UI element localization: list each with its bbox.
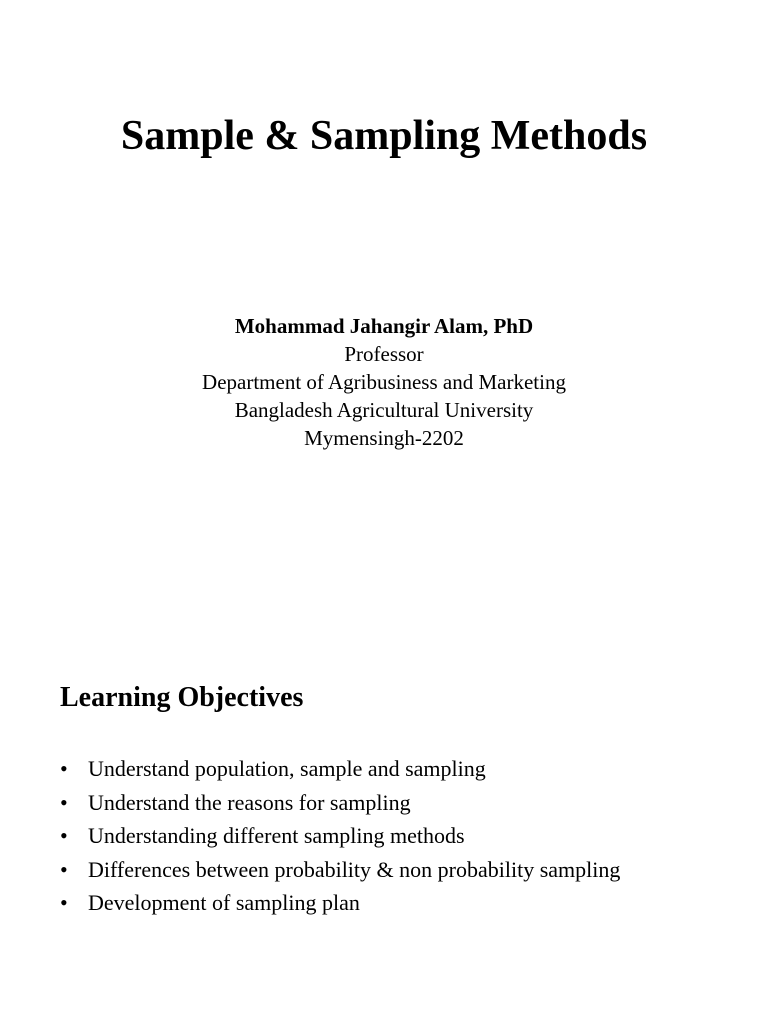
bullet-icon: • bbox=[60, 756, 68, 781]
list-item-text: Understand population, sample and sampling bbox=[88, 756, 486, 781]
page-title: Sample & Sampling Methods bbox=[120, 113, 648, 159]
learning-objectives-heading: Learning Objectives bbox=[60, 682, 304, 713]
list-item bbox=[60, 853, 620, 887]
author-location: Mymensingh-2202 bbox=[304, 426, 464, 450]
learning-objectives-list bbox=[60, 752, 620, 920]
author-position: Professor bbox=[344, 342, 424, 366]
bullet-icon: • bbox=[60, 856, 68, 882]
list-item-text: Differences between probability & non probability sampling bbox=[88, 856, 621, 882]
author-block bbox=[0, 312, 768, 452]
bullet-icon: • bbox=[60, 890, 68, 915]
author-university: Bangladesh Agricultural University bbox=[234, 398, 534, 422]
list-item bbox=[60, 886, 620, 920]
list-item-text: Understanding different sampling methods bbox=[88, 823, 465, 848]
author-department: Department of Agribusiness and Marketing bbox=[202, 370, 566, 394]
list-item bbox=[60, 819, 620, 853]
list-item-text: Development of sampling plan bbox=[88, 890, 360, 915]
bullet-icon: • bbox=[60, 823, 68, 848]
list-item-text: Understand the reasons for sampling bbox=[88, 789, 411, 815]
author-name: Mohammad Jahangir Alam, PhD bbox=[234, 314, 534, 338]
list-item bbox=[60, 786, 620, 820]
list-item bbox=[60, 752, 620, 786]
bullet-icon: • bbox=[60, 789, 68, 815]
